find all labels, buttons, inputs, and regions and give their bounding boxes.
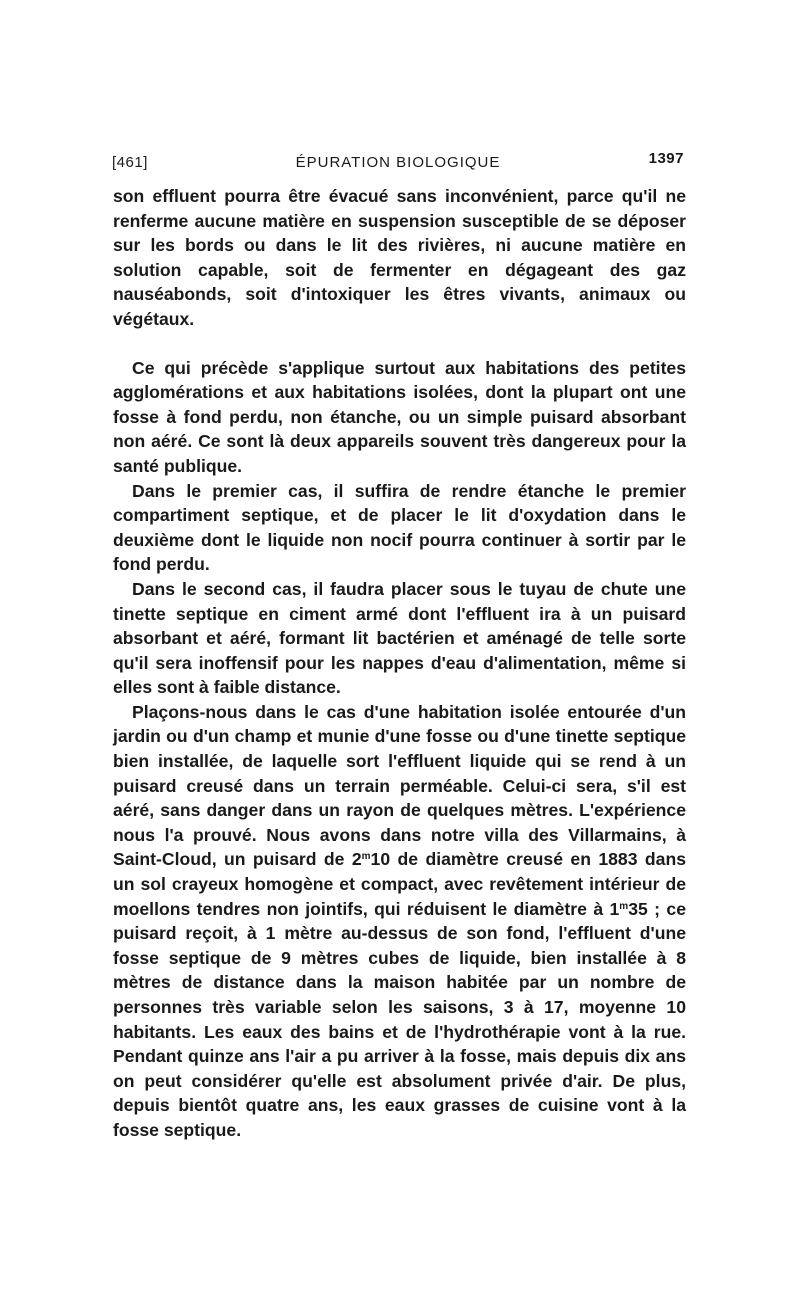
- unit-superscript: m: [619, 900, 629, 912]
- running-head: [112, 150, 684, 174]
- paragraph-gap: [113, 332, 686, 356]
- paragraph-first-case: Dans le premier cas, il suffira de rendre étanche le premier compartiment septique, et de placer le lit d'oxydation dans le deuxième dont le liquide non nocif pourra continuer à sortir par le fond perdu.: [113, 480, 686, 575]
- text-segment: 35 ; ce puisard reçoit, à 1 mètre au-dessus de son fond, l'effluent d'une fosse septique de 9 mètres cubes de liquide, bien installée à 8 mètres de distance dans la maison habitée par un nombre de personnes très variable selon les saisons, 3 à 17, moyenne 10 habitants. Les eaux des bains et de l'hydrothérapie vont à la rue. Pendant quinze ans l'air a pu arriver à la fosse, mais depuis dix ans on peut considérer qu'elle est absolument privée d'air. De plus, depuis bientôt quatre ans, les eaux grasses de cuisine vont à la fosse septique.: [113, 898, 686, 1140]
- page-number: 1397: [648, 150, 684, 167]
- running-title: ÉPURATION BIOLOGIQUE: [295, 154, 501, 171]
- unit-superscript: m: [361, 851, 371, 863]
- section-folio: [461]: [112, 154, 148, 171]
- text-segment: Plaçons-nous dans le cas d'une habitation isolée entourée d'un jardin ou d'un champ et munie d'une fosse ou d'une tinette septique bien installée, de laquelle sort l'effluent liquide qui se rend à un puisard creusé dans un terrain perméable. Celui-ci sera, s'il est aéré, sans danger dans un rayon de quelques mètres. L'expérience nous l'a prouvé. Nous avons dans notre villa des Villarmains, à Saint-Cloud, un puisard de 2: [113, 701, 686, 870]
- body-text: [113, 184, 686, 1143]
- paragraph-isolated-house: [113, 700, 686, 1143]
- paragraph-second-case: Dans le second cas, il faudra placer sous le tuyau de chute une tinette septique en ciment armé dont l'effluent ira à un puisard absorbant et aéré, formant lit bactérien et aménagé de telle sorte qu'il sera inoffensif pour les nappes d'eau d'alimentation, même si elles sont à faible distance.: [113, 578, 686, 698]
- paragraph-small-dwellings: Ce qui précède s'applique surtout aux habitations des petites agglomérations et aux habitations isolées, dont la plupart ont une fosse à fond perdu, non étanche, ou un simple puisard absorbant non aéré. Ce sont là deux appareils souvent très dangereux pour la santé publique.: [113, 357, 686, 476]
- text-segment: 10 de diamètre creusé en 1883 dans un sol crayeux homogène et compact, avec revêtement intérieur de moellons tendres non jointifs, qui réduisent le diamètre à 1: [113, 849, 686, 919]
- paragraph-continuation: son effluent pourra être évacué sans inconvénient, parce qu'il ne renferme aucune matière en suspension susceptible de se déposer sur les bords ou dans le lit des rivières, ni aucune matière en solution capable, soit de fermenter en dégageant des gaz nauséabonds, soit d'intoxiquer les êtres vivants, animaux ou végétaux.: [113, 186, 686, 329]
